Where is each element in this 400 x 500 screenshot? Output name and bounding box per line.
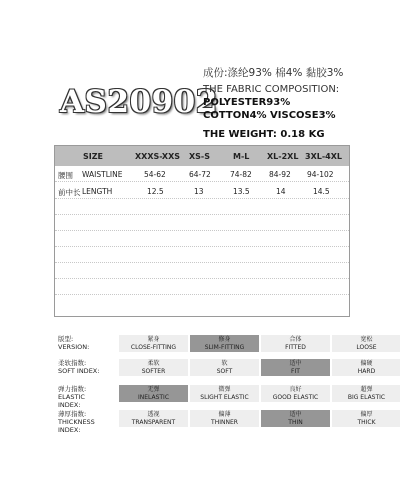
- option-inelastic: [119, 385, 188, 402]
- attribute-options: [119, 385, 400, 402]
- option-loose: [332, 335, 400, 352]
- table-cell: 54-62: [144, 170, 166, 179]
- table-cell: 94-102: [307, 170, 334, 179]
- header-size: SIZE: [83, 152, 104, 161]
- option-thinner: [190, 410, 259, 427]
- table-divider: [55, 294, 349, 295]
- option-cn: 偏厚: [360, 411, 373, 418]
- option-cn: 适中: [289, 411, 302, 418]
- composition-heading: THE FABRIC COMPOSITION:: [203, 84, 340, 95]
- table-divider: [55, 198, 349, 199]
- table-cell: 84-92: [269, 170, 291, 179]
- composition-line-2: COTTON4% VISCOSE3%: [203, 110, 336, 121]
- attribute-label: [58, 385, 108, 409]
- option-cn: 软: [221, 360, 228, 367]
- option-en: THINNER: [211, 418, 238, 426]
- option-en: TRANSPARENT: [131, 418, 176, 426]
- option-en: LOOSE: [356, 343, 377, 351]
- attribute-label-en: THICKNESS INDEX:: [58, 418, 95, 434]
- composition-block: [203, 67, 398, 141]
- attribute-label-en: SOFT INDEX:: [58, 367, 100, 375]
- table-divider: [55, 230, 349, 231]
- option-slim-fitting: [190, 335, 259, 352]
- row-label-en: LENGTH: [82, 187, 113, 196]
- option-good-elastic: [261, 385, 330, 402]
- table-divider: [55, 214, 349, 215]
- option-thin: [261, 410, 330, 427]
- model-number: AS20902: [60, 84, 218, 120]
- composition-line-1: POLYESTER93%: [203, 97, 291, 108]
- header-xl-2xl: XL-2XL: [267, 152, 299, 161]
- option-en: INELASTIC: [137, 393, 170, 401]
- table-divider: [55, 262, 349, 263]
- option-en: FIT: [291, 367, 300, 375]
- option-en: CLOSE-FITTING: [130, 343, 177, 351]
- option-cn: 良好: [289, 386, 302, 393]
- option-en: SOFTER: [141, 367, 166, 375]
- table-divider: [55, 181, 349, 182]
- header-3xl-4xl: 3XL-4XL: [305, 152, 342, 161]
- option-en: SOFT: [216, 367, 233, 375]
- header-xxxs-xxs: XXXS-XXS: [135, 152, 181, 161]
- option-thick: [332, 410, 400, 427]
- row-label-cn: 腰围: [58, 171, 73, 180]
- option-cn: 透视: [147, 411, 160, 418]
- option-fit: [261, 359, 330, 376]
- attribute-label: [58, 335, 108, 351]
- header-xs-s: XS-S: [189, 152, 211, 161]
- attribute-label: [58, 410, 108, 434]
- table-cell: 12.5: [147, 187, 164, 196]
- option-close-fitting: [119, 335, 188, 352]
- option-fitted: [261, 335, 330, 352]
- table-divider: [55, 278, 349, 279]
- option-cn: 合体: [289, 336, 302, 343]
- option-en: THICK: [357, 418, 376, 426]
- row-label-en: WAISTLINE: [82, 170, 123, 179]
- option-en: SLIM-FITTING: [204, 343, 245, 351]
- option-softer: [119, 359, 188, 376]
- size-table: [54, 145, 350, 317]
- option-slight-elastic: [190, 385, 259, 402]
- attribute-options: [119, 359, 400, 376]
- option-transparent: [119, 410, 188, 427]
- table-cell: 14: [276, 187, 286, 196]
- table-divider: [55, 246, 349, 247]
- option-cn: 偏薄: [218, 411, 231, 418]
- option-cn: 超弹: [360, 386, 373, 393]
- option-cn: 柔软: [147, 360, 160, 367]
- attribute-label: [58, 359, 108, 375]
- table-cell: 64-72: [189, 170, 211, 179]
- option-cn: 微弹: [218, 386, 231, 393]
- option-en: GOOD ELASTIC: [272, 393, 319, 401]
- option-cn: 宽松: [360, 336, 373, 343]
- option-en: FITTED: [285, 343, 306, 351]
- size-table-header: [55, 146, 349, 166]
- option-big-elastic: [332, 385, 400, 402]
- table-cell: 13: [194, 187, 204, 196]
- option-en: HARD: [357, 367, 376, 375]
- header-m-l: M-L: [233, 152, 250, 161]
- attribute-label-en: ELASTIC INDEX:: [58, 393, 85, 409]
- attribute-label-cn: 柔软指数:: [58, 359, 87, 367]
- attribute-options: [119, 410, 400, 427]
- option-soft: [190, 359, 259, 376]
- option-en: BIG ELASTIC: [347, 393, 386, 401]
- option-cn: 适中: [289, 360, 302, 367]
- table-cell: 13.5: [233, 187, 250, 196]
- table-cell: 14.5: [313, 187, 330, 196]
- attribute-label-en: VERSION:: [58, 343, 90, 351]
- row-label-cn: 前中长: [58, 188, 81, 197]
- attribute-label-cn: 薄厚指数:: [58, 410, 87, 418]
- option-cn: 紧身: [147, 336, 160, 343]
- attribute-label-cn: 版型:: [58, 335, 74, 343]
- table-cell: 74-82: [230, 170, 252, 179]
- option-hard: [332, 359, 400, 376]
- weight: THE WEIGHT: 0.18 KG: [203, 129, 325, 140]
- option-cn: 无弹: [147, 386, 160, 393]
- option-cn: 偏硬: [360, 360, 373, 367]
- option-en: SLIGHT ELASTIC: [200, 393, 249, 401]
- attribute-label-cn: 弹力指数:: [58, 385, 87, 393]
- option-cn: 修身: [218, 336, 231, 343]
- option-en: THIN: [288, 418, 303, 426]
- attribute-options: [119, 335, 400, 352]
- composition-cn: 成份:涤纶93% 棉4% 黏胶3%: [203, 67, 344, 79]
